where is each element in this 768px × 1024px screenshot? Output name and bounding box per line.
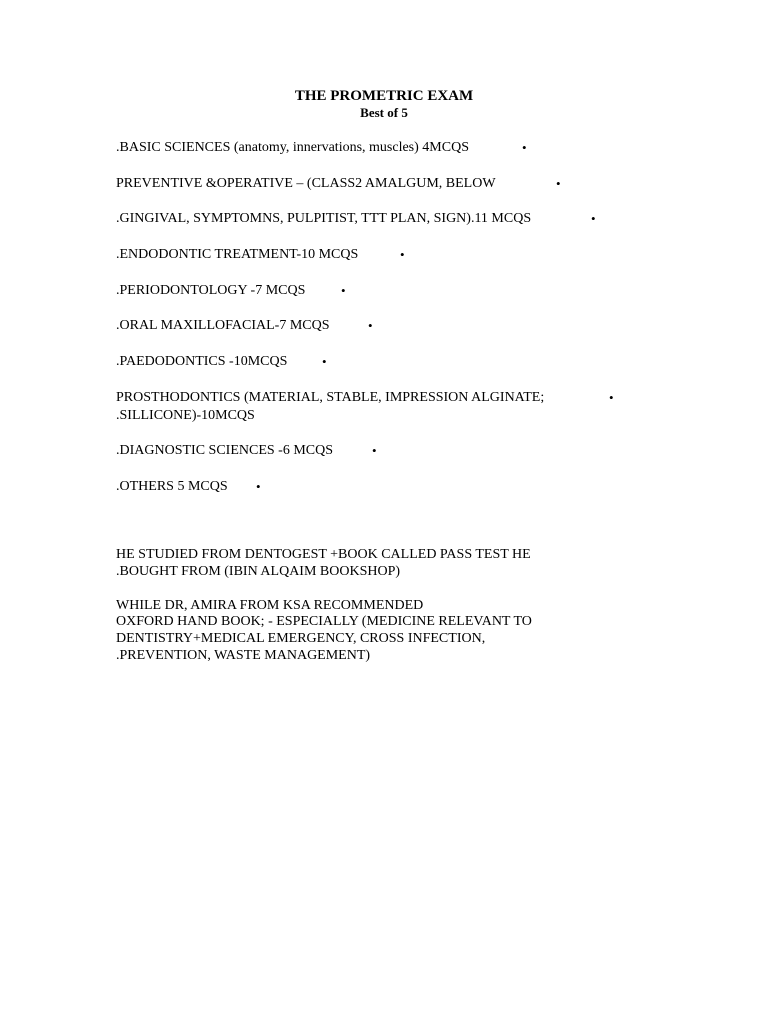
document-subtitle: Best of 5	[360, 105, 408, 120]
paragraph-line: .PREVENTION, WASTE MANAGEMENT)	[116, 648, 371, 663]
list-item-gingival: .GINGIVAL, SYMPTOMNS, PULPITIST, TTT PLAN, SIGN).11 MCQS	[116, 211, 532, 226]
bullet-icon: •	[322, 354, 327, 369]
bullet-icon: •	[256, 479, 261, 494]
list-item-periodontology: .PERIODONTOLOGY -7 MCQS	[116, 283, 306, 298]
paragraph-line: WHILE DR, AMIRA FROM KSA RECOMMENDED	[116, 598, 424, 613]
bullet-icon: •	[591, 211, 596, 226]
bullet-icon: •	[400, 247, 405, 262]
bullet-icon: •	[341, 283, 346, 298]
list-item-endodontic: .ENDODONTIC TREATMENT-10 MCQS	[116, 247, 359, 262]
list-item-prosthodontics: PROSTHODONTICS (MATERIAL, STABLE, IMPRESSION ALGINATE;	[116, 390, 545, 405]
bullet-icon: •	[609, 390, 614, 405]
bullet-icon: •	[556, 176, 561, 191]
list-item-paedodontics: .PAEDODONTICS -10MCQS	[116, 354, 288, 369]
paragraph-line: HE STUDIED FROM DENTOGEST +BOOK CALLED PASS TEST HE	[116, 547, 531, 562]
list-item-preventive-operative: PREVENTIVE &OPERATIVE – (CLASS2 AMALGUM, BELOW	[116, 176, 496, 191]
paragraph-line: OXFORD HAND BOOK; - ESPECIALLY (MEDICINE RELEVANT TO	[116, 614, 532, 629]
bullet-icon: •	[368, 318, 373, 333]
list-item-oral-maxillofacial: .ORAL MAXILLOFACIAL-7 MCQS	[116, 318, 330, 333]
list-item-basic-sciences: .BASIC SCIENCES (anatomy, innervations, muscles) 4MCQS	[116, 140, 469, 155]
paragraph-line: .BOUGHT FROM (IBIN ALQAIM BOOKSHOP)	[116, 564, 401, 579]
document-title: THE PROMETRIC EXAM	[294, 88, 474, 104]
list-item-diagnostic-sciences: .DIAGNOSTIC SCIENCES -6 MCQS	[116, 443, 334, 458]
list-item-others: .OTHERS 5 MCQS	[116, 479, 228, 494]
paragraph-line: DENTISTRY+MEDICAL EMERGENCY, CROSS INFECTION,	[116, 631, 486, 646]
bullet-icon: •	[522, 140, 527, 155]
bullet-icon: •	[372, 443, 377, 458]
list-item-prosthodontics-continuation: .SILLICONE)-10MCQS	[116, 408, 255, 423]
